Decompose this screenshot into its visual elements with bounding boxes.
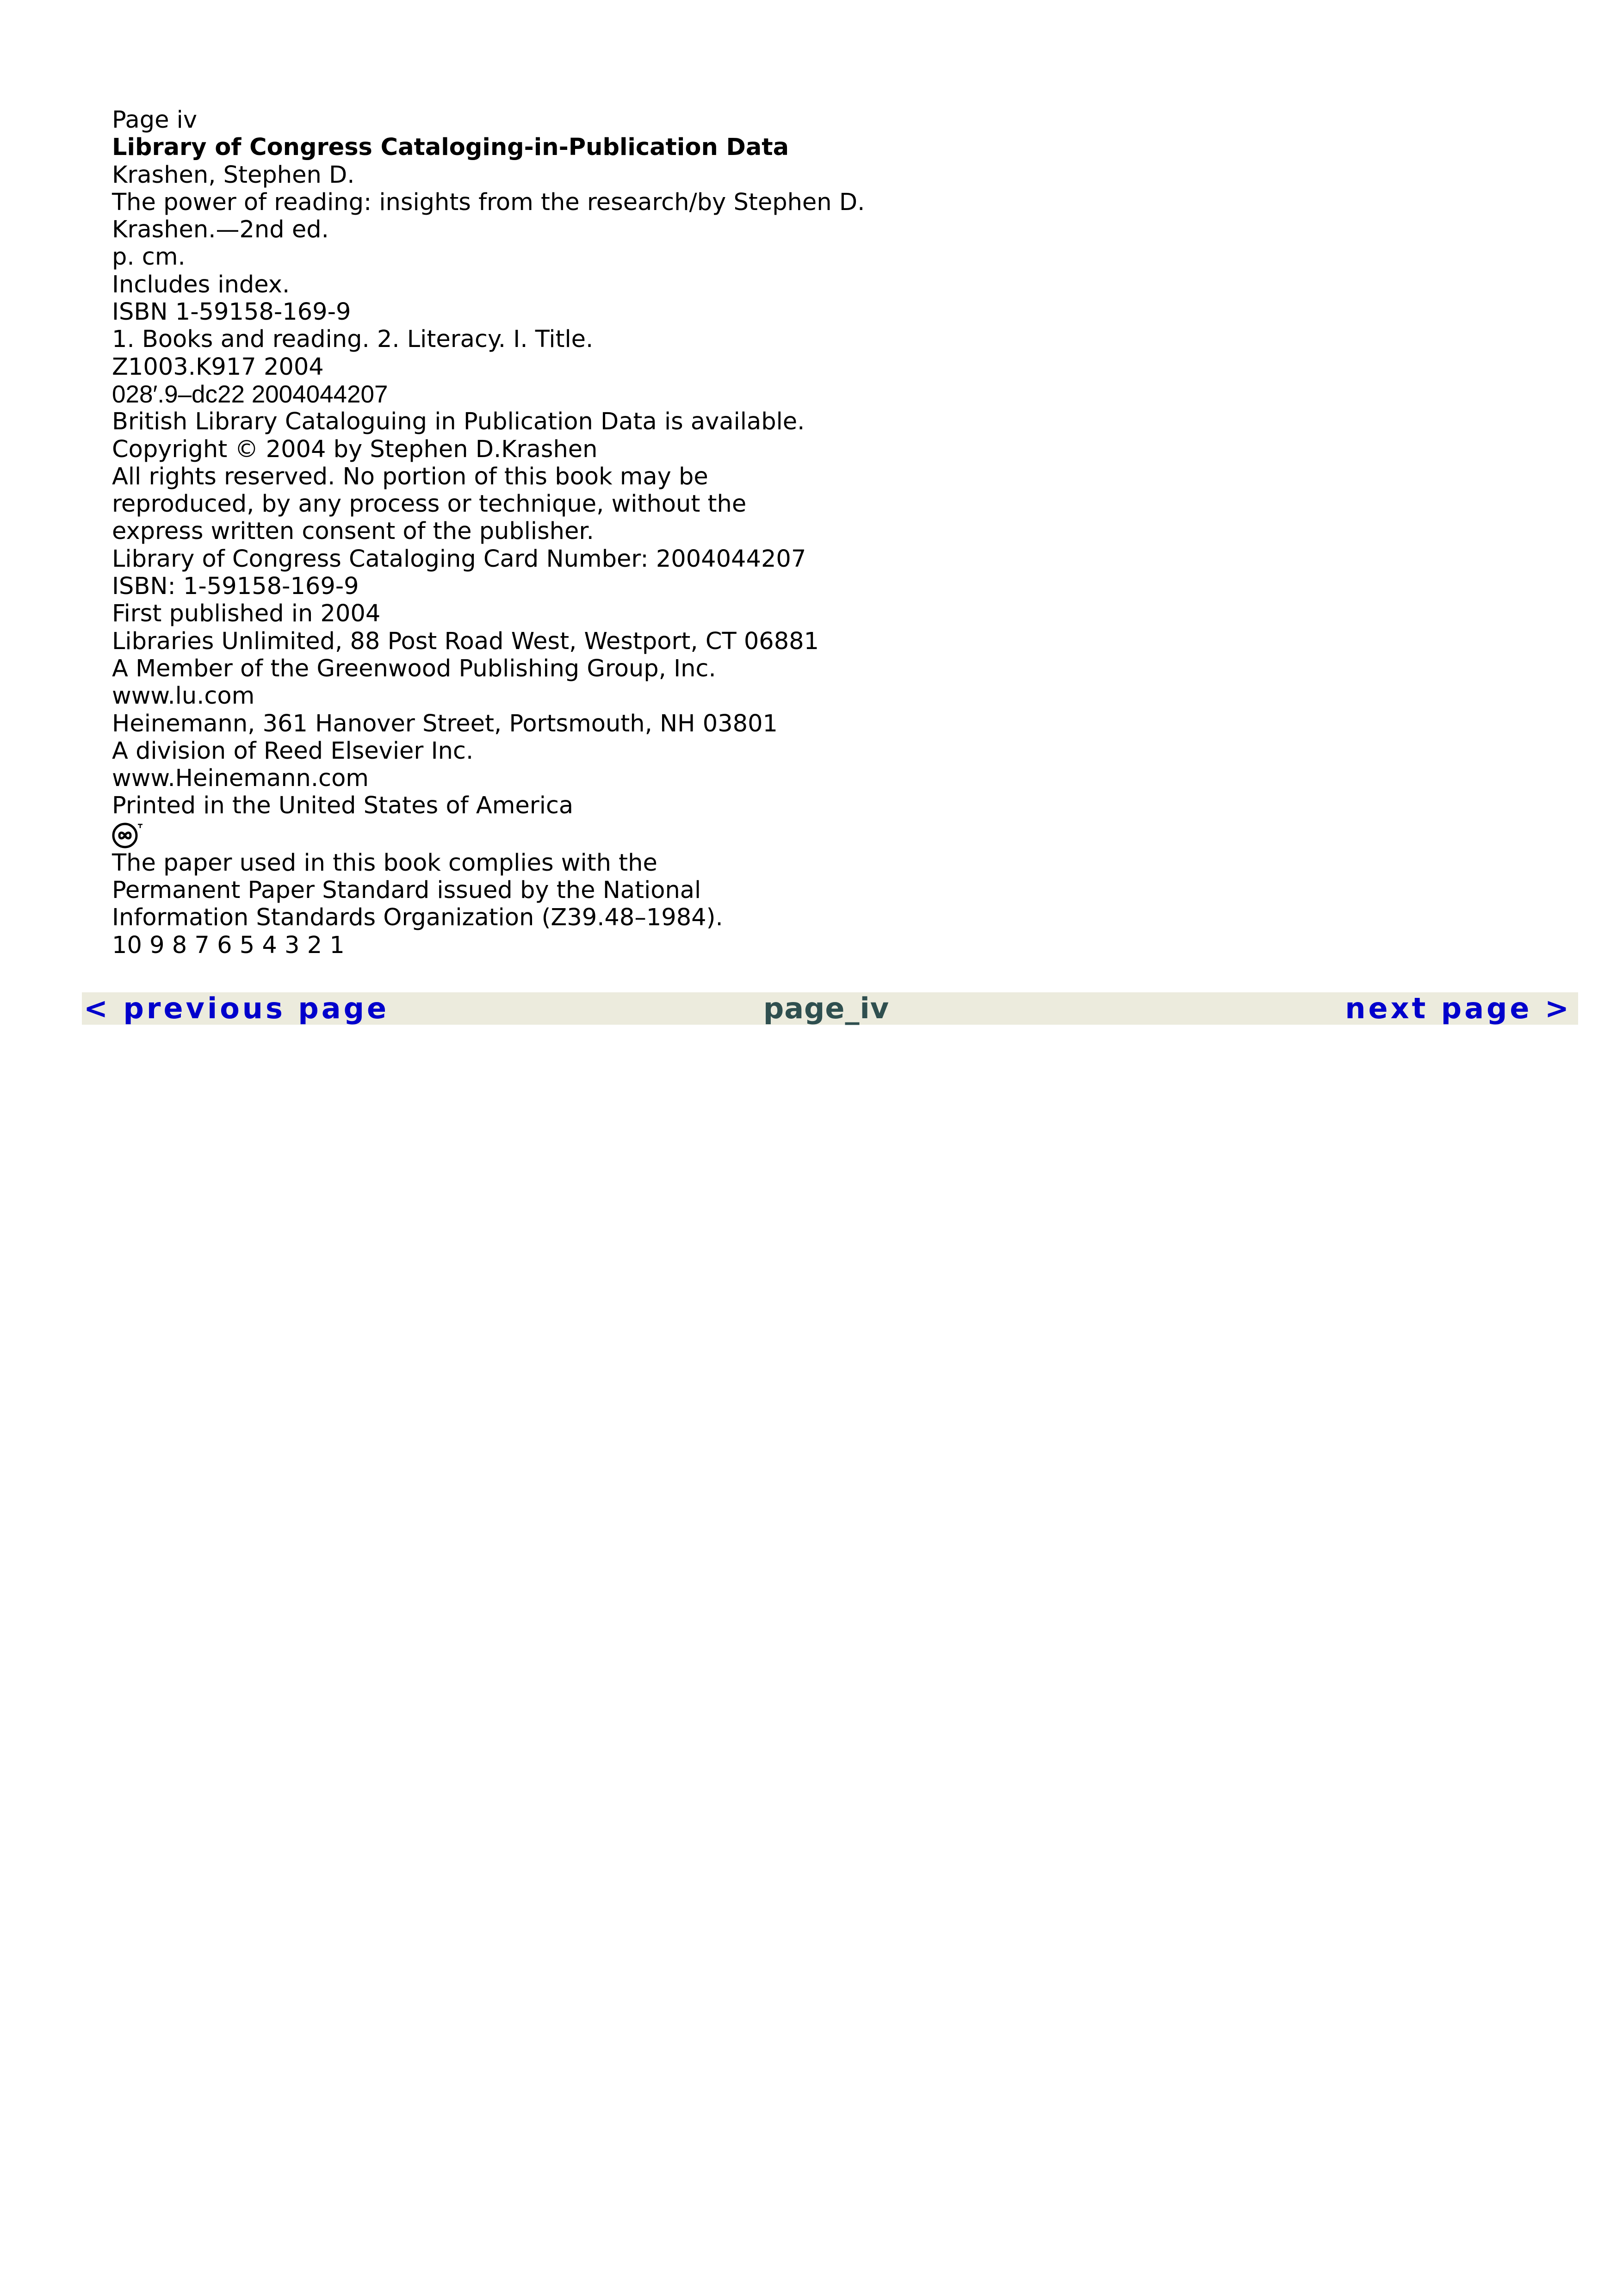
printed-in-line: Printed in the United States of America: [112, 792, 574, 820]
copyright-line: Copyright © 2004 by Stephen D.Krashen: [112, 435, 598, 463]
page-label: Page iv: [112, 106, 198, 134]
british-library-note: British Library Cataloguing in Publication Data is available.: [112, 408, 805, 436]
page-navigation-bar: [82, 992, 1578, 1025]
cip-title-line-1: The power of reading: insights from the research/by Stephen D.: [112, 188, 865, 216]
co-publisher-address: Heinemann, 361 Hanover Street, Portsmouth, NH 03801: [112, 710, 778, 737]
paper-standard-line-2: Permanent Paper Standard issued by the National: [112, 877, 701, 904]
co-publisher-division: A division of Reed Elsevier Inc.: [112, 737, 474, 765]
isbn-repeat-line: ISBN: 1-59158-169-9: [112, 573, 359, 600]
print-line: 10 9 8 7 6 5 4 3 2 1: [112, 931, 345, 959]
cip-class-number: 028′.9–dc22 2004044207: [112, 380, 388, 408]
current-page-label: page_iv: [763, 991, 890, 1025]
rights-line-3: express written consent of the publisher.: [112, 518, 594, 545]
cip-subjects: 1. Books and reading. 2. Literacy. I. Title.: [112, 326, 594, 353]
next-page-link[interactable]: next page >: [1345, 991, 1572, 1025]
card-number-line: Library of Congress Cataloging Card Number: 2004044207: [112, 545, 806, 573]
publisher-member: A Member of the Greenwood Publishing Group, Inc.: [112, 655, 716, 682]
publisher-website: www.lu.com: [112, 682, 255, 710]
cip-author: Krashen, Stephen D.: [112, 161, 355, 189]
cip-title-line-2: Krashen.—2nd ed.: [112, 216, 329, 244]
cip-index-note: Includes index.: [112, 271, 290, 298]
cip-pagination: p. cm.: [112, 243, 186, 271]
publisher-address: Libraries Unlimited, 88 Post Road West, Westport, CT 06881: [112, 627, 819, 655]
permanent-paper-infinity-icon: [112, 820, 991, 849]
previous-page-link[interactable]: < previous page: [84, 991, 390, 1025]
rights-line-2: reproduced, by any process or technique, without the: [112, 490, 747, 518]
cip-isbn: ISBN 1-59158-169-9: [112, 298, 351, 326]
cip-call-number: Z1003.K917 2004: [112, 353, 324, 381]
rights-line-1: All rights reserved. No portion of this book may be: [112, 463, 708, 490]
paper-standard-line-1: The paper used in this book complies with the: [112, 849, 657, 877]
paper-standard-line-3: Information Standards Organization (Z39.48–1984).: [112, 904, 723, 932]
cip-heading: Library of Congress Cataloging-in-Publication Data: [112, 134, 789, 161]
co-publisher-website: www.Heinemann.com: [112, 765, 369, 792]
copyright-page-content: [112, 106, 991, 959]
first-published-line: First published in 2004: [112, 600, 381, 628]
